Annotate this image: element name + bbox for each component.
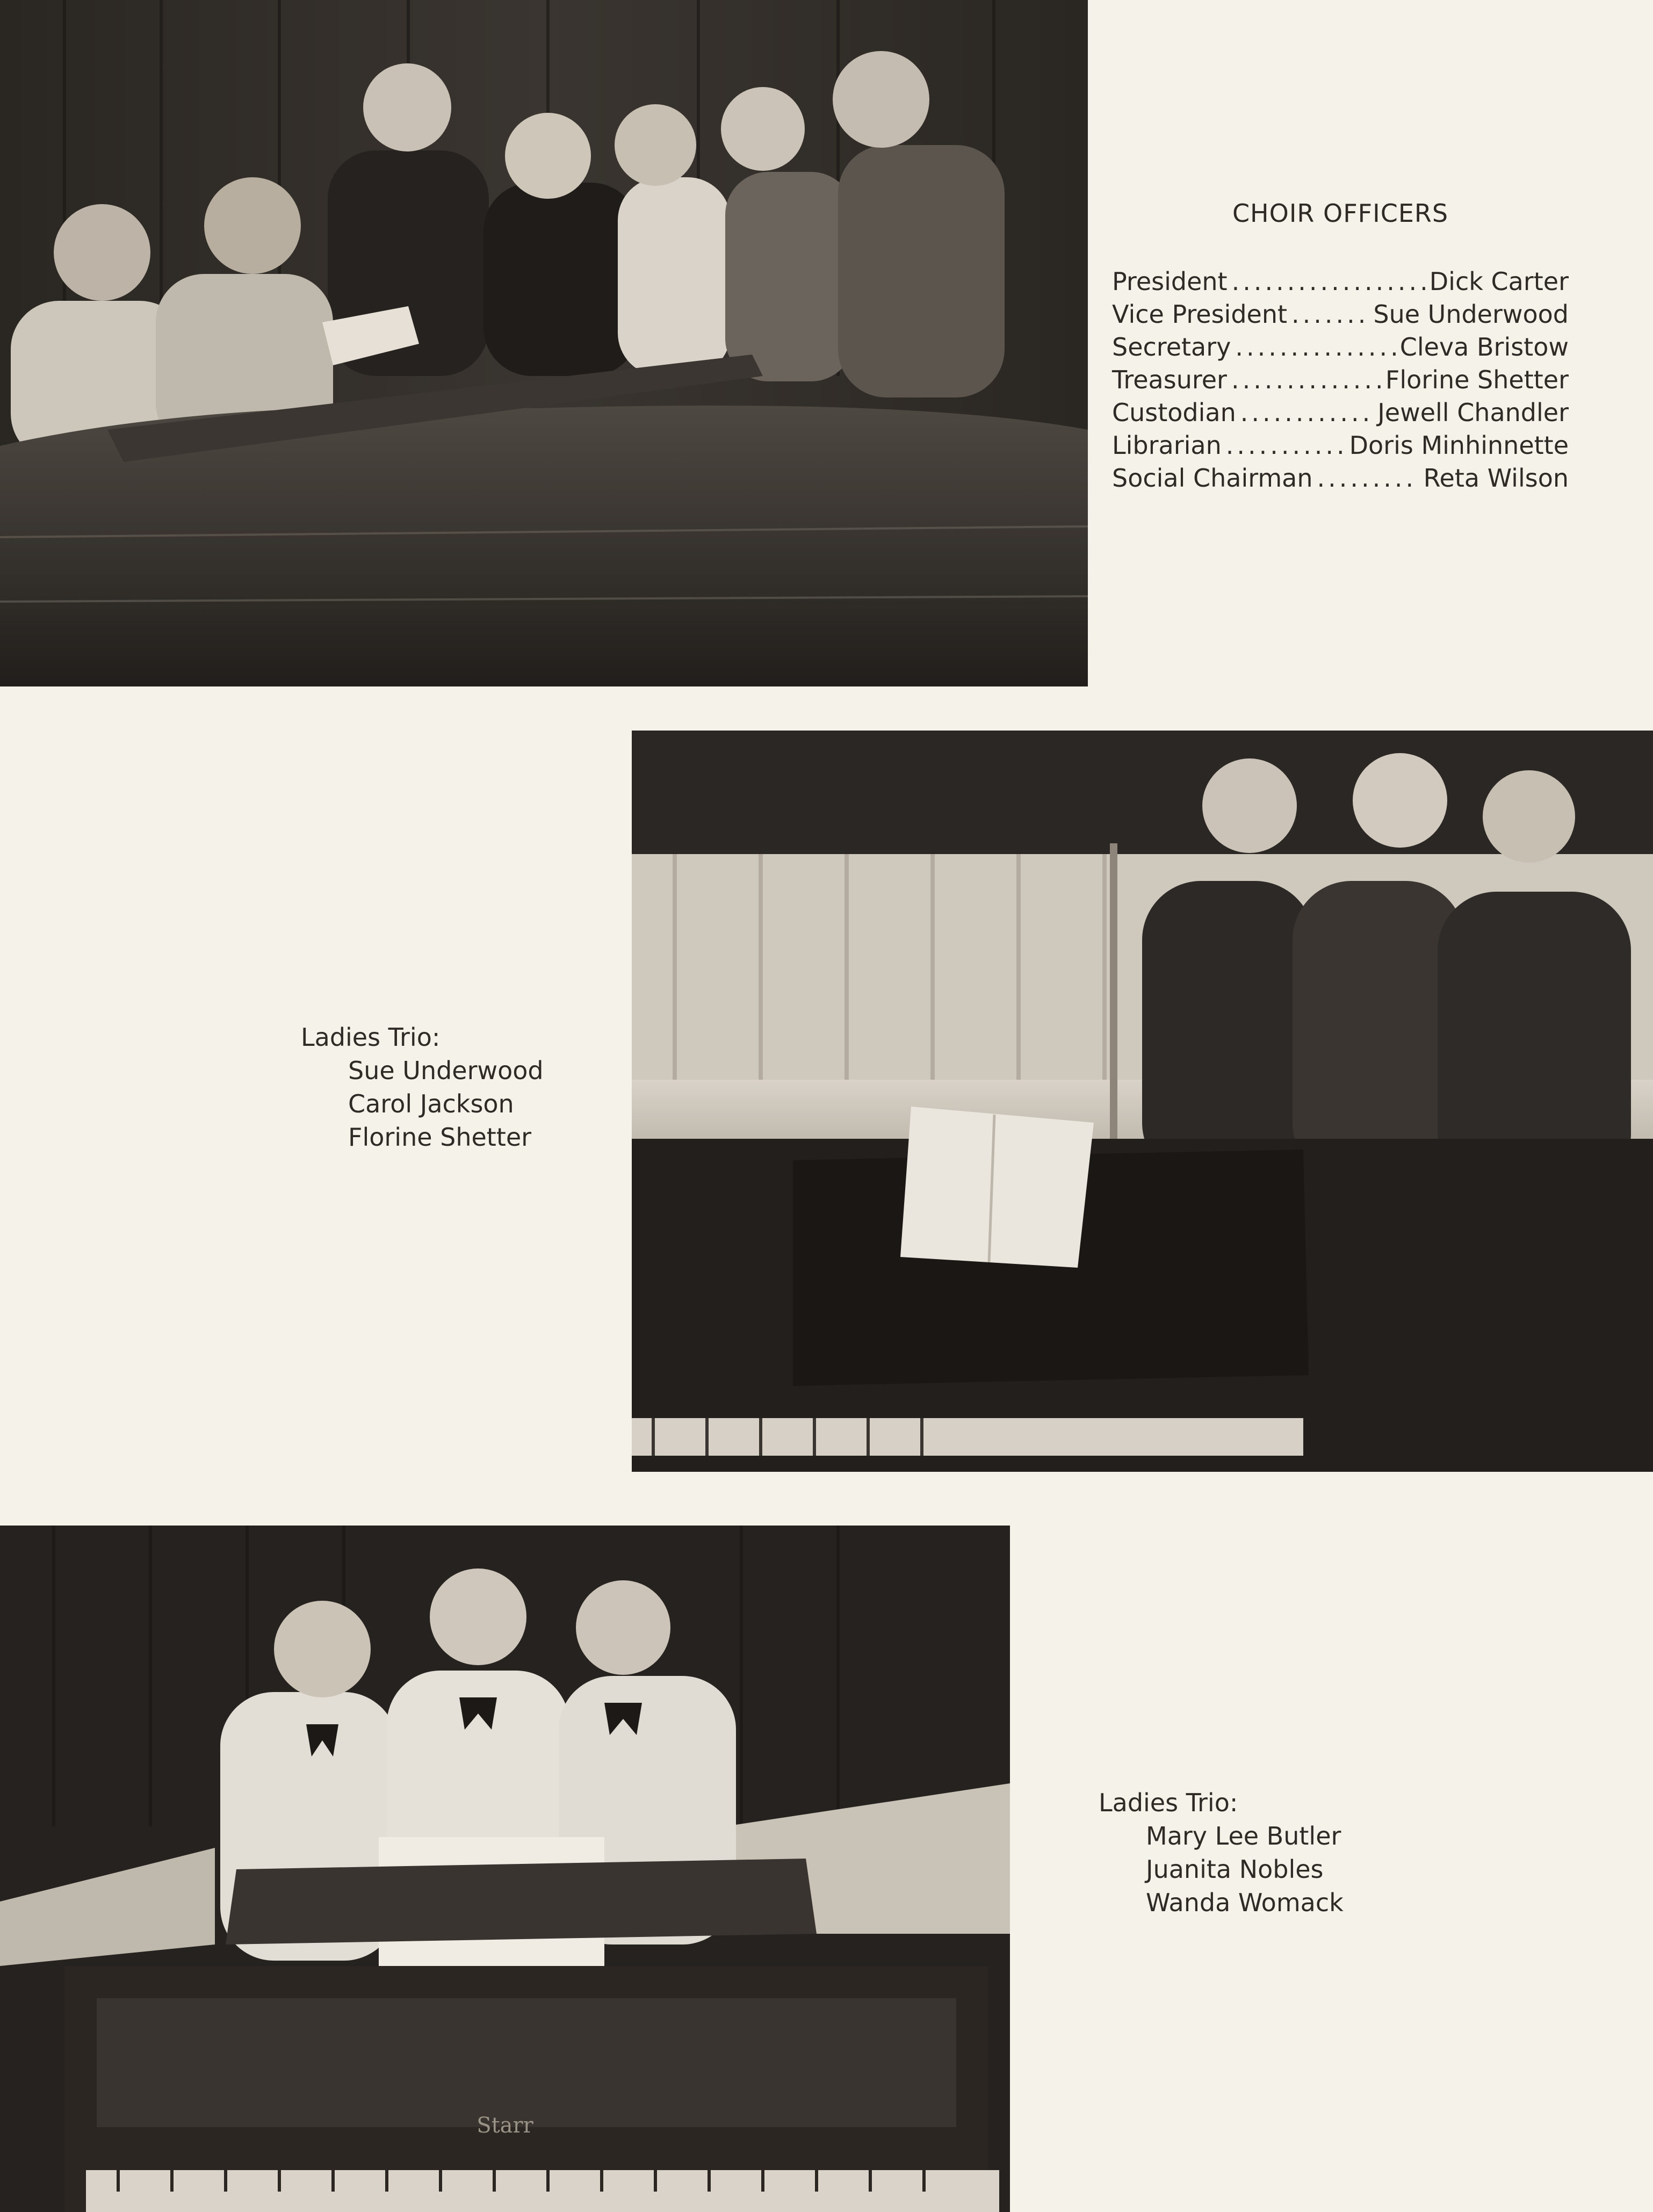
officer-row (1112, 364, 1569, 396)
officer-row (1112, 396, 1569, 429)
ladies-trio-two-members (1099, 1819, 1344, 1919)
officer-role: Secretary (1112, 332, 1231, 362)
trio-member: Juanita Nobles (1146, 1855, 1324, 1884)
dot-leader (1240, 396, 1373, 429)
officer-role: Vice President (1112, 300, 1288, 329)
ladies-trio-two-photo (0, 1526, 1010, 2212)
piano-brand-text: Starr (477, 2113, 533, 2138)
officer-role: Social Chairman (1112, 464, 1313, 493)
officer-name: Reta Wilson (1423, 464, 1569, 493)
trio-member: Carol Jackson (348, 1089, 514, 1118)
officer-role: Librarian (1112, 431, 1222, 460)
ladies-trio-one-photo (632, 731, 1653, 1472)
dot-leader (1317, 462, 1419, 495)
officer-name: Cleva Bristow (1399, 332, 1569, 362)
dot-leader (1235, 331, 1395, 364)
officer-name: Sue Underwood (1373, 300, 1569, 329)
ladies-trio-two-caption (1099, 1786, 1344, 1919)
officer-row (1112, 462, 1569, 495)
officer-role: Custodian (1112, 398, 1236, 427)
officer-row (1112, 331, 1569, 364)
choir-officers-list (1112, 199, 1569, 495)
officer-name: Dick Carter (1429, 267, 1569, 296)
choir-officers-title: CHOIR OFFICERS (1232, 199, 1449, 228)
officer-row (1112, 265, 1569, 298)
trio-member: Wanda Womack (1146, 1888, 1344, 1917)
officer-row (1112, 429, 1569, 462)
officer-role: President (1112, 267, 1228, 296)
ladies-trio-one-caption (301, 1021, 544, 1154)
trio-member: Florine Shetter (348, 1123, 532, 1152)
officer-name: Doris Minhinnette (1349, 431, 1569, 460)
officer-name: Florine Shetter (1385, 365, 1569, 394)
ladies-trio-one-members (301, 1054, 544, 1154)
officer-role: Treasurer (1112, 365, 1227, 394)
dot-leader (1232, 265, 1425, 298)
dot-leader (1226, 429, 1345, 462)
officer-rows (1112, 265, 1569, 495)
dot-leader (1291, 298, 1369, 331)
trio-member: Mary Lee Butler (1146, 1821, 1341, 1850)
officer-name: Jewell Chandler (1377, 398, 1569, 427)
ladies-trio-two-heading: Ladies Trio: (1099, 1788, 1238, 1817)
trio-member: Sue Underwood (348, 1056, 544, 1085)
officer-row (1112, 298, 1569, 331)
choir-officers-photo (0, 0, 1088, 686)
dot-leader (1231, 364, 1381, 396)
ladies-trio-one-heading: Ladies Trio: (301, 1023, 441, 1052)
